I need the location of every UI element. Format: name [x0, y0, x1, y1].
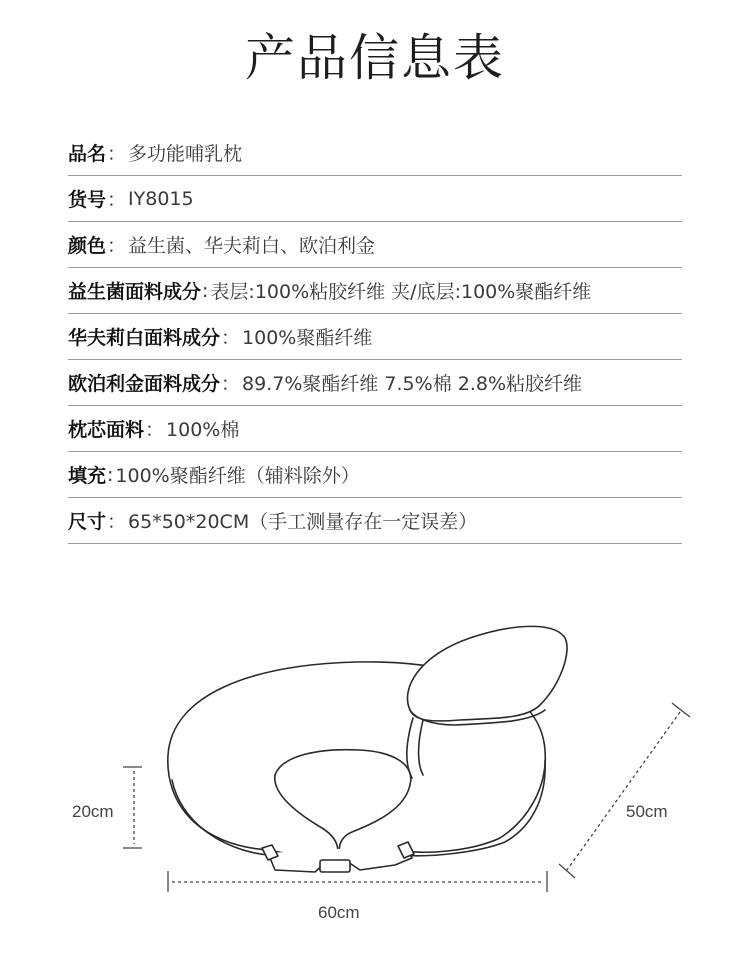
spec-row-probiotic-fabric — [68, 268, 682, 314]
spec-label: 颜色 — [68, 235, 107, 257]
spec-value: 89.7%聚酯纤维 7.5%棉 2.8%粘胶纤维 — [242, 373, 583, 395]
depth-label: 50cm — [626, 802, 668, 821]
spec-separator: ： — [145, 419, 165, 441]
spec-row-filling — [68, 452, 682, 498]
depth-dash-line — [567, 712, 680, 870]
spec-value: 65*50*20CM（手工测量存在一定误差） — [128, 511, 478, 533]
height-dimension — [123, 767, 142, 848]
height-label: 20cm — [72, 802, 114, 821]
spec-label: 欧泊利金面料成分 — [68, 373, 221, 395]
spec-label: 品名 — [68, 143, 107, 165]
spec-separator: ： — [107, 235, 127, 257]
pillow-dimension-diagram — [0, 560, 750, 976]
spec-row-color — [68, 222, 682, 268]
width-dimension — [168, 871, 547, 892]
nursing-pillow-illustration — [168, 626, 567, 872]
spec-value: 100%聚酯纤维（辅料除外） — [115, 465, 360, 487]
spec-separator: ： — [221, 373, 241, 395]
spec-row-core-fabric — [68, 406, 682, 452]
spec-row-item-number — [68, 176, 682, 222]
width-label: 60cm — [318, 903, 360, 922]
depth-tick-top — [672, 703, 690, 717]
spec-value: 益生菌、华夫莉白、欧泊利金 — [128, 235, 376, 257]
spec-table — [68, 130, 682, 544]
spec-row-opal-gold-fabric — [68, 360, 682, 406]
spec-separator: ： — [107, 189, 127, 211]
spec-value: 100%聚酯纤维 — [242, 327, 373, 349]
spec-value: 表层:100%粘胶纤维 夹/底层:100%聚酯纤维 — [210, 281, 592, 303]
spec-value: IY8015 — [128, 187, 194, 210]
spec-label: 填充 — [68, 465, 107, 487]
spec-label: 益生菌面料成分 — [68, 281, 202, 303]
spec-row-name — [68, 130, 682, 176]
spec-label: 尺寸 — [68, 511, 107, 533]
spec-row-size — [68, 498, 682, 544]
spec-separator: : — [202, 279, 209, 302]
depth-dimension — [559, 703, 690, 878]
spec-separator: ： — [221, 327, 241, 349]
spec-separator: ： — [107, 143, 127, 165]
spec-separator: : — [107, 463, 114, 486]
spec-value: 100%棉 — [166, 419, 240, 441]
spec-label: 枕芯面料 — [68, 419, 145, 441]
spec-value: 多功能哺乳枕 — [128, 143, 243, 165]
page-title: 产品信息表 — [245, 29, 505, 87]
spec-label: 货号 — [68, 189, 107, 211]
spec-row-waffle-white-fabric — [68, 314, 682, 360]
spec-label: 华夫莉白面料成分 — [68, 327, 221, 349]
spec-separator: ： — [107, 511, 127, 533]
depth-tick-bottom — [559, 864, 575, 878]
